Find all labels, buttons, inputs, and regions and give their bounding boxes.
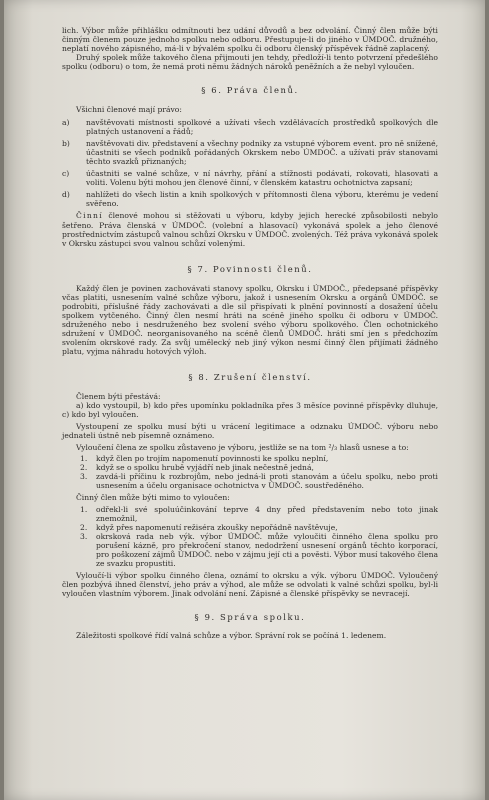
list-item: c) účastniti se valné schůze, v ní návrhy, přání a stížnosti podávati, rokovati, hlasovati a voliti. Volenu býti mohou jen členové činní, v členském katastru ochotnictva zapsaní; (62, 169, 438, 188)
s6-active-members-paragraph: Činní členové mohou si stěžovati u výboru, kdyby jejich herecké způsobilosti nebylo šetřeno. Práva členská v ÚMDOČ. (volební a hlasovací) vykonává spolek a jeho členové prostřednictvím zástupců valnou schůzí Okrsku v ÚMDOČ. zvolených. Též práva vykonává spolek v Okrsku zástupci svou valnou schůzí volenými. (62, 211, 438, 248)
list-item: a) navštěvovati místnosti spolkové a užívati všech vzdělávacích prostředků spolkových dle platných ustanovení a řádů; (62, 117, 438, 136)
s9-paragraph: Záležitosti spolkové řídí valná schůze a výbor. Správní rok se počíná 1. ledenem. (76, 630, 387, 640)
list-item: d) nahlížeti do všech listin a knih spolkových v přítomnosti člena výboru, kterému je vedení svěřeno. (62, 190, 438, 209)
section-7-heading: § 7. Povinnosti členů. (187, 263, 313, 274)
s8-expulsion-intro: Vyloučení člena ze spolku zůstaveno je výboru, jestliže se na tom ²/₃ hlasů usnese a to: (76, 443, 409, 452)
s6-rights-list (62, 118, 438, 209)
s8-closing: Vyloučí-li výbor spolku činného člena, oznámí to okrsku a výk. výboru ÚMDOČ. Vyloučený člen pozbývá ihned členství, jeho práv a výhod, ale může se odvolati k valné schůzi spolku, byl-li vyloučen vlastním výborem. Jinak odvolání není. Zápisné a členské příspěvky se nevracejí. (62, 571, 438, 599)
list-item: 2. když se o spolku hrubě vyjádří neb jinak nečestně jedná, (80, 463, 314, 473)
s8-withdrawal: Vystoupení ze spolku musí býti u vrácení legitimace a odznaku ÚMDOČ. výboru nebo jednateli ústně neb písemně oznámeno. (62, 421, 438, 440)
s8-lead: Členem býti přestává: (76, 391, 161, 401)
s7-paragraph: Každý člen je povinen zachovávati stanovy spolku, Okrsku i ÚMDOČ., předepsané příspěvky včas platiti, usnesením valné schůze výboru, jakož i usnesením Okrsku a orgánů ÚMDOČ. se podrobiti, příslušné řády zachovávati a dle sil přispívati k plnění povinností a dosažení účelu spolkem vytčeného. Činný člen nesmí hráti na scéně jiného spolku či odboru v ÚMDOČ. sdruženého nebo i nesdruženého bez svolení svého výboru spolkového. Člen ochotnického sdružení v ÚMDOČ. neorganisovaného na scéně členů ÚMDOČ. hráti smí jen s předchozím svolením okrskové rady. Za svůj umělecký neb jiný výkon nesmí činný člen přijímati žádného platu, vyjma náhradu hotových výloh. (62, 283, 438, 357)
list-item: 1. když člen po trojím napomenutí povinnosti ke spolku neplní, (80, 454, 329, 464)
document-text (62, 26, 438, 640)
scanned-page (4, 0, 485, 800)
list-item: 1. odřekl-li své spoluúčinkování teprve 4 dny před představením nebo toto jinak znemožnil, (80, 504, 438, 523)
s8-cases: a) kdo vystoupil, b) kdo přes upomínku pokladníka přes 3 měsíce povinné příspěvky dluhuje, c) kdo byl vyloučen. (62, 400, 438, 419)
s8-active-intro: Činný člen může býti mimo to vyloučen: (76, 493, 230, 503)
section-9-heading: § 9. Správa spolku. (194, 611, 306, 622)
list-item: 3. okrsková rada neb výk. výbor ÚMDOČ. může vyloučiti činného člena spolku pro porušení kázně, pro překročení stanov, nedodržení usnesení orgánů těchto korporací, pro poškození zájmů ÚMDOČ. nebo v zájmu její cti a pověsti. Výbor musí takového člena ze svazku propustiti. (80, 531, 438, 569)
s8-expulsion-list (62, 454, 438, 490)
s8-active-list (62, 505, 438, 569)
list-item: 3. zavdá-li příčinu k rozbrojům, nebo jedná-li proti stanovám a účelu spolku, nebo proti usnesením a účelu organisace ochotnictva v ÚMDOČ. soustředěného. (80, 472, 438, 491)
intro-paragraph-1: lich. Výbor může přihlášku odmítnouti bez udání důvodů a bez odvolání. Činný člen může býti činným členem pouze jednoho spolku nebo odboru. Přestupuje-li do jiného v ÚMDOČ. družného, neplatí nového zápisného, má-li v bývalém spolku či odboru členský příspěvek řádně zaplacený. (62, 26, 438, 54)
section-6-heading: § 6. Práva členů. (201, 85, 299, 96)
s6-lead: Všichni členové mají právo: (76, 105, 182, 115)
list-item: 2. když přes napomenutí režiséra zkoušky nepořádně navštěvuje, (80, 522, 338, 532)
intro-paragraph-2: Druhý spolek může takového člena přijmouti jen tehdy, předloží-li tento potvrzení předešlého spolku (odboru) o tom, že nemá proti němu žádných nároků peněžních a že nebyl vyloučen. (62, 53, 438, 72)
list-item: b) navštěvovati div. představení a všechny podniky za vstupné výborem event. pro ně snížené, účastniti se všech podniků pořádaných Okrskem nebo ÚMDOČ. a užívati práv stanovami těchto svazků přiznaných; (62, 138, 438, 166)
section-8-heading: § 8. Zrušení členství. (188, 371, 312, 382)
